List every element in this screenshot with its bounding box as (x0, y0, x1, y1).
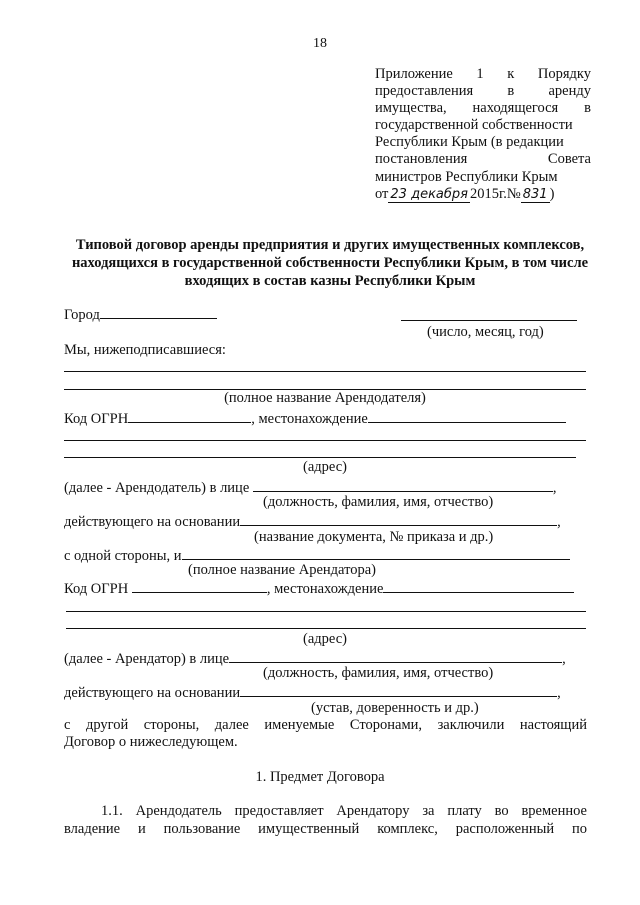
lessor-person-label: (далее - Арендодатель) в лице (64, 480, 250, 496)
appendix-block (375, 66, 591, 203)
appendix-word: в (507, 83, 515, 100)
lessor-name-caption: (полное название Арендодателя) (224, 390, 426, 406)
lessee-name-blank (182, 546, 570, 560)
appendix-word: Приложение (375, 66, 453, 82)
location-blank (383, 579, 574, 593)
we-label: Мы, нижеподписавшиеся: (64, 342, 226, 358)
one-side-label: с одной стороны, и (64, 548, 182, 564)
lessor-person-blank (253, 478, 553, 492)
handwritten-number: 831 (522, 186, 548, 202)
appendix-line-7: министров Республики Крым (375, 168, 558, 185)
ogrn-label: Код ОГРН (64, 581, 129, 597)
document-caption: (название документа, № приказа и др.) (254, 529, 494, 545)
lessee-address-line-1 (66, 611, 586, 612)
appendix-word: 1 (476, 66, 484, 82)
appendix-word: имущества, (375, 100, 447, 117)
lessee-name-caption: (полное название Арендатора) (188, 562, 376, 578)
location-label: , местонахождение (251, 411, 368, 427)
appendix-word: постановления (375, 151, 468, 168)
ogrn-blank (132, 579, 267, 593)
section-heading: 1. Предмет Договора (255, 769, 385, 785)
page-number: 18 (313, 36, 327, 51)
comma: , (552, 480, 557, 496)
lessee-position-caption: (должность, фамилия, имя, отчество) (263, 665, 494, 681)
comma: , (557, 514, 561, 530)
lessee-ogrn-row (64, 579, 574, 598)
document-title: Типовой договор аренды предприятия и других имущественных комплексов, находящихся в государственной собственности Республики Крым, в том числе входящих в состав казны Республики Крым (71, 237, 589, 289)
lessee-address-line-2 (66, 628, 586, 629)
lessee-person-label: (далее - Арендатор) в лице (64, 651, 230, 667)
appendix-word: к (507, 66, 515, 82)
city-row (64, 305, 217, 324)
appendix-line-4: государственной собственности (375, 117, 573, 134)
appendix-word: Совета (547, 151, 591, 168)
basis-label: действующего на основании (64, 685, 241, 701)
appendix-word: предоставления (375, 83, 474, 100)
appendix-line-1 (375, 66, 591, 83)
handwritten-date: 23 декабря (390, 186, 468, 202)
appendix-word: ) (549, 185, 555, 202)
lessee-address-caption: (адрес) (303, 631, 347, 647)
basis-blank (240, 683, 557, 697)
city-label: Город (64, 307, 100, 323)
comma: , (557, 685, 561, 701)
appendix-word: в (584, 100, 591, 117)
lessor-address-line-1 (64, 440, 586, 441)
city-blank (100, 305, 217, 319)
lessor-name-line-1 (64, 371, 586, 372)
appendix-word: находящегося (472, 100, 559, 117)
appendix-word: 2015г. (469, 185, 507, 202)
lessor-address-line-2 (64, 457, 576, 458)
location-label: , местонахождение (266, 581, 384, 597)
charter-caption: (устав, доверенность и др.) (311, 700, 479, 716)
appendix-line-8 (375, 186, 591, 203)
appendix-line-5: Республики Крым (в редакции (375, 134, 564, 151)
location-blank (368, 409, 566, 423)
other-side-text-line-1: с другой стороны, далее именуемые Сторонами, заключили настоящий (64, 717, 587, 733)
basis-label: действующего на основании (64, 514, 241, 530)
appendix-word: от (375, 185, 389, 202)
ogrn-blank (128, 409, 251, 423)
appendix-word: Порядку (537, 66, 591, 82)
lessor-ogrn-row (64, 409, 566, 428)
other-side-text-line-2: Договор о нижеследующем. (64, 734, 238, 750)
comma: , (562, 651, 566, 667)
date-caption: (число, месяц, год) (427, 324, 544, 340)
appendix-word: № (506, 185, 521, 202)
appendix-word: аренду (548, 83, 591, 100)
appendix-line-2 (375, 83, 591, 100)
ogrn-label: Код ОГРН (64, 411, 129, 427)
appendix-line-3 (375, 100, 591, 117)
date-blank (401, 320, 577, 321)
basis-blank (240, 512, 557, 526)
section-paragraph-line-1: 1.1. Арендодатель предоставляет Арендатору за плату во временное (101, 803, 587, 819)
appendix-line-6 (375, 151, 591, 168)
section-paragraph-line-2: владение и пользование имущественный комплекс, расположенный по (64, 821, 587, 837)
lessor-address-caption: (адрес) (303, 459, 347, 475)
lessee-person-blank (229, 649, 562, 663)
lessor-position-caption: (должность, фамилия, имя, отчество) (263, 494, 494, 510)
